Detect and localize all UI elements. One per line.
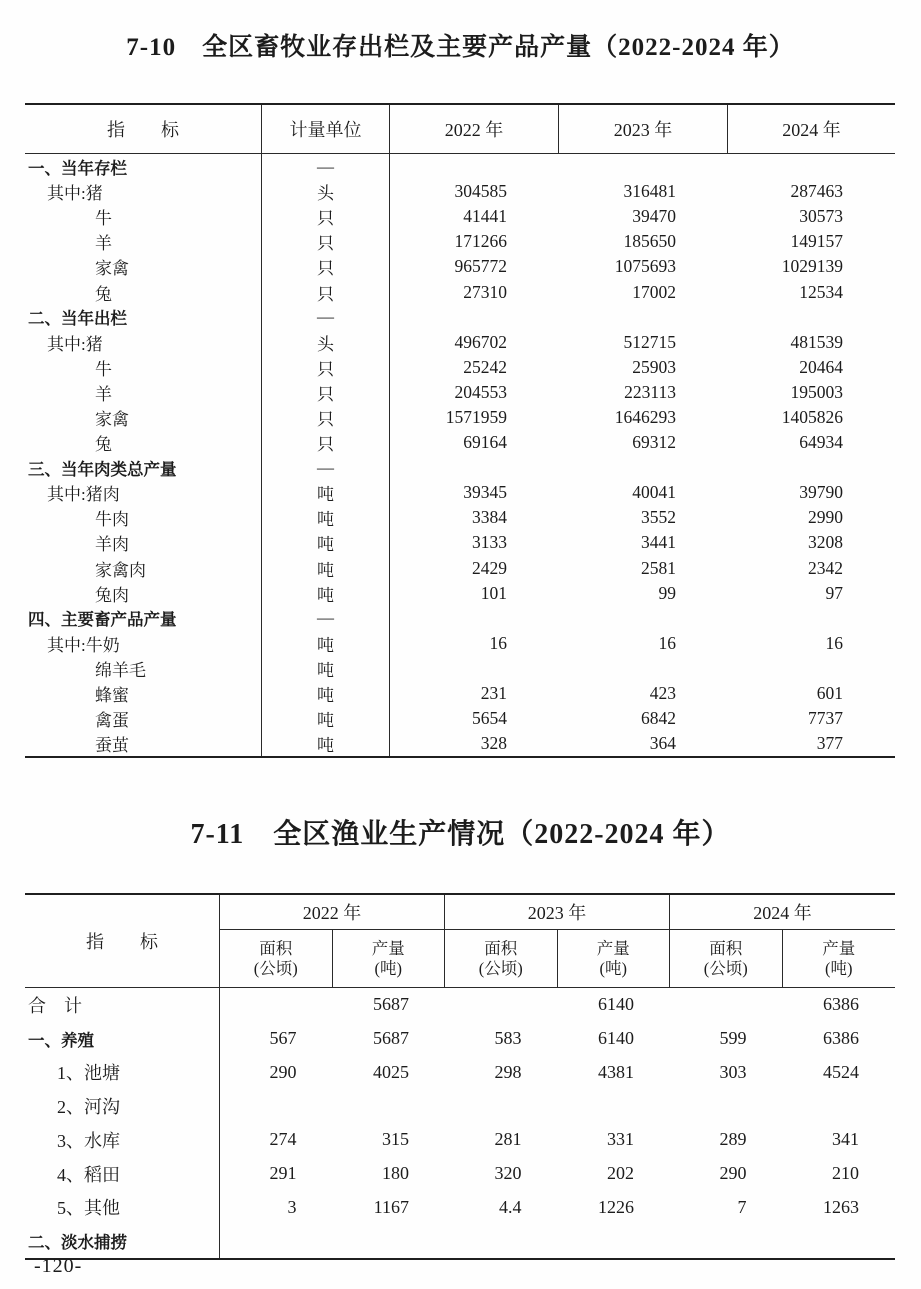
table-row xyxy=(25,355,895,380)
header-indicator: 指 标 xyxy=(25,895,220,987)
header-year-2023: 2023 年 xyxy=(559,105,728,153)
row-yield-2024: 210 xyxy=(832,1163,859,1184)
row-unit: — xyxy=(262,305,390,330)
row-value-2022: 39345 xyxy=(463,482,507,503)
row-value-2022: 5654 xyxy=(472,708,507,729)
row-indicator: 兔 xyxy=(25,430,262,455)
header-indicator: 指 标 xyxy=(25,105,262,153)
livestock-table xyxy=(25,103,895,758)
row-unit: 吨 xyxy=(262,656,390,681)
row-indicator: 其中:猪 xyxy=(25,179,262,204)
table-row xyxy=(25,1056,895,1090)
yield-label: 产量 xyxy=(596,938,630,958)
row-yield-2023 xyxy=(558,1089,671,1123)
row-value-2023: 316481 xyxy=(623,181,676,202)
row-area-2022: 291 xyxy=(269,1163,297,1184)
row-yield-2024: 341 xyxy=(832,1129,859,1150)
row-value-2022 xyxy=(390,455,559,480)
row-value-2022: 1571959 xyxy=(445,406,507,427)
row-value-2023: 3441 xyxy=(641,532,676,553)
header-year-2022: 2022 年 xyxy=(390,105,559,153)
row-area-2023 xyxy=(445,1224,558,1258)
row-area-2024 xyxy=(670,1089,783,1123)
row-yield-2022 xyxy=(333,1089,446,1123)
row-unit: 吨 xyxy=(262,681,390,706)
row-value-2023: 1075693 xyxy=(614,256,676,277)
row-value-2024: 287463 xyxy=(790,181,843,202)
row-value-2022: 304585 xyxy=(454,181,507,202)
header-unit: 计量单位 xyxy=(262,105,390,153)
row-value-2022: 204553 xyxy=(454,381,507,402)
livestock-table-header xyxy=(25,105,895,154)
row-unit: 吨 xyxy=(262,731,390,756)
table-row xyxy=(25,1191,895,1225)
row-area-2022: 567 xyxy=(269,1028,297,1049)
row-unit: 只 xyxy=(262,355,390,380)
row-value-2022: 101 xyxy=(480,582,507,603)
row-value-2022: 231 xyxy=(480,683,507,704)
row-unit: 吨 xyxy=(262,505,390,530)
row-value-2023: 69312 xyxy=(632,432,676,453)
row-indicator: 1、池塘 xyxy=(25,1056,220,1090)
row-value-2022: 27310 xyxy=(463,281,507,302)
row-indicator: 禽蛋 xyxy=(25,706,262,731)
row-yield-2022: 315 xyxy=(382,1129,409,1150)
row-area-2024: 289 xyxy=(719,1129,747,1150)
row-yield-2023: 6140 xyxy=(598,1028,634,1049)
row-area-2023: 583 xyxy=(494,1028,522,1049)
row-indicator: 绵羊毛 xyxy=(25,656,262,681)
row-value-2022: 328 xyxy=(480,733,507,754)
table-row xyxy=(25,681,895,706)
row-area-2022 xyxy=(220,1224,333,1258)
row-unit: 头 xyxy=(262,179,390,204)
area-unit: (公顷) xyxy=(478,958,523,978)
row-value-2023 xyxy=(559,305,728,330)
table-row xyxy=(25,204,895,229)
row-value-2024: 1405826 xyxy=(781,406,843,427)
row-unit: 只 xyxy=(262,405,390,430)
page-number: -120- xyxy=(34,1255,83,1277)
row-indicator: 羊 xyxy=(25,229,262,254)
row-yield-2022: 1167 xyxy=(373,1196,409,1217)
yield-label: 产量 xyxy=(371,938,405,958)
table-row xyxy=(25,179,895,204)
row-indicator: 羊肉 xyxy=(25,530,262,555)
row-unit: 吨 xyxy=(262,706,390,731)
row-value-2022: 2429 xyxy=(472,557,507,578)
row-value-2022: 16 xyxy=(489,632,507,653)
row-unit: 只 xyxy=(262,380,390,405)
table-row xyxy=(25,1123,895,1157)
row-value-2024: 2342 xyxy=(808,557,843,578)
row-value-2022 xyxy=(390,154,559,179)
row-unit: 只 xyxy=(262,229,390,254)
row-unit: 只 xyxy=(262,279,390,304)
row-indicator: 兔肉 xyxy=(25,581,262,606)
row-indicator: 4、稻田 xyxy=(25,1157,220,1191)
table-row xyxy=(25,254,895,279)
row-indicator: 牛 xyxy=(25,204,262,229)
row-value-2023: 40041 xyxy=(632,482,676,503)
header-year-2022: 2022 年 xyxy=(220,895,445,930)
row-value-2023: 223113 xyxy=(624,381,676,402)
fishery-table-body xyxy=(25,988,895,1258)
row-yield-2024: 1263 xyxy=(823,1196,859,1217)
fishery-table xyxy=(25,893,895,1260)
area-unit: (公顷) xyxy=(253,958,298,978)
row-unit: 吨 xyxy=(262,581,390,606)
row-value-2023: 16 xyxy=(658,632,676,653)
row-value-2023: 185650 xyxy=(623,231,676,252)
row-yield-2022: 180 xyxy=(382,1163,409,1184)
row-indicator: 5、其他 xyxy=(25,1191,220,1225)
table-row xyxy=(25,556,895,581)
row-value-2024: 1029139 xyxy=(781,256,843,277)
row-indicator: 其中:牛奶 xyxy=(25,631,262,656)
row-value-2022: 965772 xyxy=(454,256,507,277)
header-yield-2022 xyxy=(333,930,446,987)
row-indicator: 其中:猪肉 xyxy=(25,480,262,505)
row-value-2023 xyxy=(559,656,728,681)
row-value-2024: 601 xyxy=(816,683,843,704)
row-value-2023 xyxy=(559,455,728,480)
row-area-2023: 281 xyxy=(494,1129,522,1150)
row-area-2023 xyxy=(445,1089,558,1123)
header-yield-2023 xyxy=(558,930,671,987)
row-indicator: 牛 xyxy=(25,355,262,380)
table-row xyxy=(25,279,895,304)
row-unit: 吨 xyxy=(262,631,390,656)
row-yield-2023: 331 xyxy=(607,1129,634,1150)
row-yield-2022: 4025 xyxy=(373,1061,409,1082)
row-value-2022 xyxy=(390,656,559,681)
row-value-2024: 16 xyxy=(825,632,843,653)
row-area-2022 xyxy=(220,988,333,1022)
table-row xyxy=(25,1224,895,1258)
row-value-2023: 2581 xyxy=(641,557,676,578)
row-indicator: 蚕茧 xyxy=(25,731,262,756)
table-row xyxy=(25,405,895,430)
row-indicator: 蜂蜜 xyxy=(25,681,262,706)
row-value-2022: 69164 xyxy=(463,432,507,453)
row-indicator: 二、淡水捕捞 xyxy=(25,1224,220,1258)
yield-unit: (吨) xyxy=(825,958,853,978)
row-value-2022: 3384 xyxy=(472,507,507,528)
row-value-2024 xyxy=(728,656,895,681)
row-value-2024 xyxy=(728,305,895,330)
row-unit: 头 xyxy=(262,330,390,355)
row-value-2022: 25242 xyxy=(463,356,507,377)
table-row xyxy=(25,656,895,681)
row-yield-2023 xyxy=(558,1224,671,1258)
row-yield-2023: 4381 xyxy=(598,1061,634,1082)
row-area-2022: 290 xyxy=(269,1061,297,1082)
row-area-2022 xyxy=(220,1089,333,1123)
table-row xyxy=(25,1089,895,1123)
header-yield-2024 xyxy=(783,930,896,987)
row-area-2024: 7 xyxy=(737,1196,747,1217)
row-value-2022 xyxy=(390,606,559,631)
row-area-2023 xyxy=(445,988,558,1022)
row-yield-2022 xyxy=(333,1224,446,1258)
table-row xyxy=(25,430,895,455)
table-row xyxy=(25,330,895,355)
table-row xyxy=(25,480,895,505)
row-area-2022: 3 xyxy=(287,1196,297,1217)
row-area-2023: 4.4 xyxy=(499,1196,522,1217)
row-value-2023 xyxy=(559,606,728,631)
yield-unit: (吨) xyxy=(374,958,402,978)
livestock-table-title: 7-10 全区畜牧业存出栏及主要产品产量（2022-2024 年） xyxy=(126,34,795,61)
table-row xyxy=(25,1022,895,1056)
table-row xyxy=(25,229,895,254)
row-value-2024: 64934 xyxy=(799,432,843,453)
table-row xyxy=(25,530,895,555)
row-unit: 只 xyxy=(262,204,390,229)
row-indicator: 其中:猪 xyxy=(25,330,262,355)
row-unit: 吨 xyxy=(262,530,390,555)
row-value-2023: 6842 xyxy=(641,708,676,729)
header-year-2024: 2024 年 xyxy=(782,120,841,140)
row-indicator: 3、水库 xyxy=(25,1123,220,1157)
row-area-2024 xyxy=(670,1224,783,1258)
table-row xyxy=(25,631,895,656)
row-yield-2024: 4524 xyxy=(823,1061,859,1082)
row-value-2023: 3552 xyxy=(641,507,676,528)
row-area-2024: 290 xyxy=(719,1163,747,1184)
row-unit: 只 xyxy=(262,254,390,279)
row-indicator: 四、主要畜产品产量 xyxy=(25,606,262,631)
row-value-2024: 20464 xyxy=(799,356,843,377)
row-value-2023: 423 xyxy=(649,683,676,704)
row-yield-2024: 6386 xyxy=(823,994,859,1015)
row-indicator: 兔 xyxy=(25,279,262,304)
table-row xyxy=(25,455,895,480)
table-row xyxy=(25,505,895,530)
table-row xyxy=(25,380,895,405)
row-value-2023 xyxy=(559,154,728,179)
row-unit: 吨 xyxy=(262,480,390,505)
area-label: 面积 xyxy=(484,938,518,958)
header-area-2022 xyxy=(220,930,333,987)
row-unit: 只 xyxy=(262,430,390,455)
row-value-2022 xyxy=(390,305,559,330)
row-value-2024: 195003 xyxy=(790,381,843,402)
row-value-2022: 171266 xyxy=(454,231,507,252)
fishery-table-header xyxy=(25,895,895,988)
table-row xyxy=(25,154,895,179)
row-value-2023: 1646293 xyxy=(614,406,676,427)
table-row xyxy=(25,305,895,330)
livestock-table-body xyxy=(25,154,895,756)
row-yield-2023: 6140 xyxy=(598,994,634,1015)
row-indicator: 三、当年肉类总产量 xyxy=(25,455,262,480)
row-yield-2024 xyxy=(783,1089,896,1123)
row-value-2023: 99 xyxy=(658,582,676,603)
row-value-2024 xyxy=(728,455,895,480)
row-area-2024: 303 xyxy=(719,1061,747,1082)
row-unit: — xyxy=(262,606,390,631)
row-area-2024: 599 xyxy=(719,1028,747,1049)
row-yield-2023: 1226 xyxy=(598,1196,634,1217)
row-value-2024: 7737 xyxy=(808,708,843,729)
row-value-2023: 25903 xyxy=(632,356,676,377)
table-row xyxy=(25,1157,895,1191)
row-value-2023: 512715 xyxy=(623,331,676,352)
row-yield-2022: 5687 xyxy=(373,1028,409,1049)
row-value-2024: 97 xyxy=(825,582,843,603)
table-row xyxy=(25,706,895,731)
row-unit: 吨 xyxy=(262,556,390,581)
row-value-2024: 149157 xyxy=(790,231,843,252)
row-area-2022: 274 xyxy=(269,1129,297,1150)
row-area-2023: 320 xyxy=(494,1163,522,1184)
row-indicator: 羊 xyxy=(25,380,262,405)
row-unit: — xyxy=(262,154,390,179)
area-unit: (公顷) xyxy=(703,958,748,978)
yield-label: 产量 xyxy=(822,938,856,958)
row-value-2023: 364 xyxy=(649,733,676,754)
row-yield-2024: 6386 xyxy=(823,1028,859,1049)
row-value-2024: 30573 xyxy=(799,206,843,227)
row-indicator: 一、养殖 xyxy=(25,1022,220,1056)
header-area-2024 xyxy=(670,930,783,987)
table-row xyxy=(25,606,895,631)
header-year-2024: 2024 年 xyxy=(670,895,895,930)
row-value-2024: 2990 xyxy=(808,507,843,528)
row-value-2022: 496702 xyxy=(454,331,507,352)
row-value-2023: 17002 xyxy=(632,281,676,302)
row-value-2024: 481539 xyxy=(790,331,843,352)
table-row xyxy=(25,988,895,1022)
area-label: 面积 xyxy=(709,938,743,958)
row-indicator: 家禽 xyxy=(25,254,262,279)
row-value-2024 xyxy=(728,606,895,631)
row-indicator: 牛肉 xyxy=(25,505,262,530)
row-value-2022: 41441 xyxy=(463,206,507,227)
table-row xyxy=(25,581,895,606)
row-value-2022: 3133 xyxy=(472,532,507,553)
row-indicator: 2、河沟 xyxy=(25,1089,220,1123)
row-value-2023: 39470 xyxy=(632,206,676,227)
area-label: 面积 xyxy=(259,938,293,958)
row-indicator: 家禽 xyxy=(25,405,262,430)
row-indicator: 一、当年存栏 xyxy=(25,154,262,179)
row-area-2023: 298 xyxy=(494,1061,522,1082)
header-year-2023: 2023 年 xyxy=(445,895,670,930)
row-indicator: 二、当年出栏 xyxy=(25,305,262,330)
row-yield-2023: 202 xyxy=(607,1163,634,1184)
header-area-2023 xyxy=(445,930,558,987)
row-value-2024: 377 xyxy=(816,733,843,754)
row-indicator: 合 计 xyxy=(25,988,220,1022)
fishery-table-title: 7-11 全区渔业生产情况（2022-2024 年） xyxy=(190,819,731,850)
row-yield-2022: 5687 xyxy=(373,994,409,1015)
row-value-2024: 12534 xyxy=(799,281,843,302)
row-value-2024 xyxy=(728,154,895,179)
table-row xyxy=(25,731,895,756)
row-area-2024 xyxy=(670,988,783,1022)
row-value-2024: 3208 xyxy=(808,532,843,553)
row-indicator: 家禽肉 xyxy=(25,556,262,581)
row-yield-2024 xyxy=(783,1224,896,1258)
yield-unit: (吨) xyxy=(599,958,627,978)
row-value-2024: 39790 xyxy=(799,482,843,503)
row-unit: — xyxy=(262,455,390,480)
